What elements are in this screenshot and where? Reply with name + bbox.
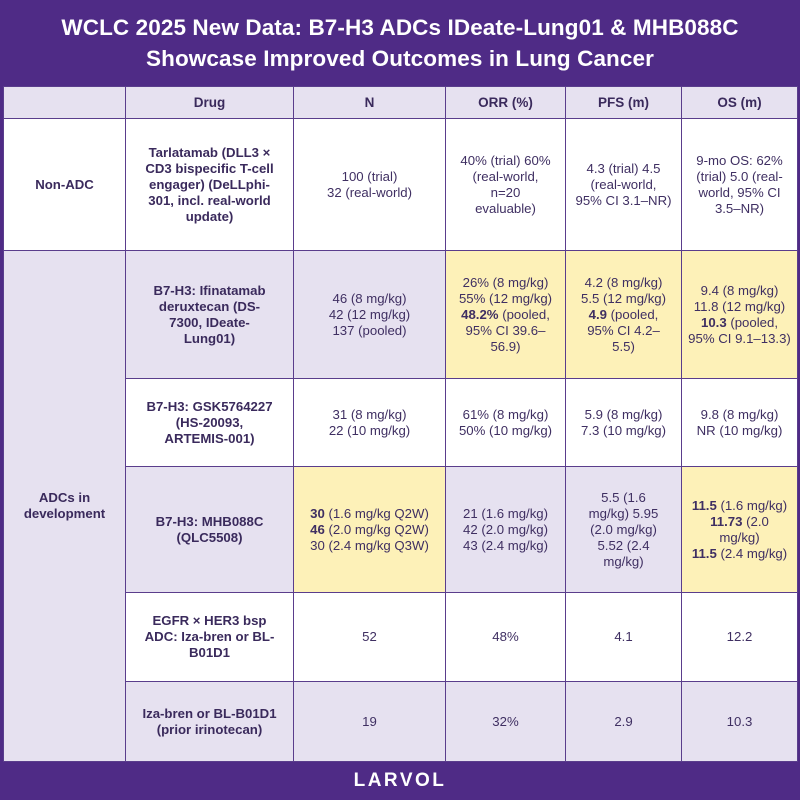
header-group <box>4 87 126 119</box>
cell-line: 30 (1.6 mg/kg Q2W) <box>310 505 429 521</box>
header-os: OS (m) <box>682 87 798 119</box>
header-row <box>4 87 798 119</box>
n-cell <box>294 379 446 467</box>
cell-line: engager) (DeLLphi- <box>149 176 270 192</box>
cell-line: 42 (12 mg/kg) <box>328 306 411 322</box>
cell-line: ARTEMIS-001) <box>164 430 255 446</box>
cell-line: 30 (2.4 mg/kg Q3W) <box>310 537 429 553</box>
pfs-cell <box>566 682 682 762</box>
cell-line: 4.9 (pooled, <box>588 306 659 322</box>
cell-line: (real-world, <box>590 176 657 192</box>
cell-line: 9.4 (8 mg/kg) <box>700 282 779 298</box>
cell-line: 48% <box>492 629 519 644</box>
cell-line: 26% (8 mg/kg) <box>462 274 549 290</box>
os-cell <box>682 251 798 379</box>
cell-line: 12.2 <box>726 629 753 644</box>
cell-line: 9.8 (8 mg/kg) <box>700 406 779 422</box>
cell-line: mg/kg) <box>603 553 644 569</box>
cell-line: 19 <box>362 713 377 729</box>
cell-line: 55% (12 mg/kg) <box>458 290 553 306</box>
cell-line: 11.5 (2.4 mg/kg) <box>691 545 788 561</box>
cell-line: ADC: Iza-bren or BL- <box>144 629 275 644</box>
brand-logo-text: LARVOL <box>353 769 447 791</box>
drug-cell <box>126 379 294 467</box>
cell-line: 137 (pooled) <box>332 322 407 338</box>
orr-cell <box>446 467 566 593</box>
cell-line: 42 (2.0 mg/kg) <box>462 521 549 537</box>
title-line-1: WCLC 2025 New Data: B7-H3 ADCs IDeate-Lung01 & MHB088C <box>61 15 739 40</box>
cell-line: 10.3 <box>726 713 753 729</box>
cell-line: 2.9 <box>614 713 633 729</box>
cell-line: n=20 <box>490 184 521 200</box>
pfs-cell <box>566 251 682 379</box>
cell-line: CD3 bispecific T-cell <box>145 160 274 176</box>
orr-cell <box>446 251 566 379</box>
highlight-value: 10.3 <box>701 314 727 330</box>
cell-line: 4.3 (trial) 4.5 <box>586 160 661 176</box>
n-cell <box>294 119 446 251</box>
os-cell <box>682 593 798 682</box>
cell-line: (QLC5508) <box>176 529 243 545</box>
title-banner <box>0 0 800 86</box>
n-cell <box>294 593 446 682</box>
cell-line: 31 (8 mg/kg) <box>332 406 407 422</box>
cell-line: 100 (trial) <box>341 168 398 184</box>
cell-line: 50% (10 mg/kg) <box>458 422 553 438</box>
cell-line: 5.5) <box>612 338 635 354</box>
cell-line: 95% CI 39.6– <box>465 322 546 338</box>
header-drug: Drug <box>126 87 294 119</box>
cell-line: B7-H3: MHB088C <box>155 513 264 529</box>
cell-line: 11.5 (1.6 mg/kg) <box>691 497 788 513</box>
comparison-table <box>3 86 798 762</box>
cell-line: 5.52 (2.4 <box>597 537 650 553</box>
os-cell <box>682 379 798 467</box>
highlight-value: 48.2% <box>461 306 499 322</box>
cell-line: 95% CI 3.1–NR) <box>575 192 672 208</box>
cell-line: 4.1 <box>614 629 633 644</box>
group-label-non-adc <box>4 119 126 251</box>
os-cell <box>682 119 798 251</box>
cell-line: mg/kg) <box>719 529 760 545</box>
cell-line: 40% (trial) 60% <box>460 152 551 168</box>
cell-line: 22 (10 mg/kg) <box>328 422 411 438</box>
table-row-tarlatamab <box>4 119 798 251</box>
cell-line: development <box>23 506 106 521</box>
cell-line: deruxtecan (DS- <box>158 298 261 314</box>
orr-cell <box>446 593 566 682</box>
cell-line: 95% CI 9.1–13.3) <box>688 330 791 346</box>
n-cell <box>294 467 446 593</box>
cell-line: 21 (1.6 mg/kg) <box>462 505 549 521</box>
cell-line: 4.2 (8 mg/kg) <box>584 274 663 290</box>
title-line-2: Showcase Improved Outcomes in Lung Cancer <box>146 46 654 71</box>
cell-line: 5.5 (12 mg/kg) <box>580 290 667 306</box>
cell-line: 5.5 (1.6 <box>601 489 646 505</box>
cell-line: 7300, IDeate- <box>169 314 250 330</box>
pfs-cell <box>566 379 682 467</box>
group-label-adcs <box>4 251 126 762</box>
cell-line: 95% CI 4.2– <box>587 322 660 338</box>
cell-line: 11.73 (2.0 <box>710 513 769 529</box>
cell-line: 48.2% (pooled, <box>461 306 550 322</box>
highlight-value: 11.73 <box>710 513 743 529</box>
header-n: N <box>294 87 446 119</box>
cell-line: 7.3 (10 mg/kg) <box>580 422 667 438</box>
orr-cell <box>446 682 566 762</box>
cell-line: NR (10 mg/kg) <box>696 422 783 438</box>
cell-line: 52 <box>362 629 377 644</box>
table-row-ifinatamab <box>4 251 798 379</box>
cell-line: B01D1 <box>188 645 231 660</box>
cell-line: 301, incl. real-world <box>148 192 271 208</box>
cell-line: Non-ADC <box>35 176 94 192</box>
cell-line: Iza-bren or BL-B01D1 <box>142 705 277 721</box>
cell-line: 3.5–NR) <box>714 200 765 216</box>
cell-line: evaluable) <box>475 200 536 216</box>
cell-line: 43 (2.4 mg/kg) <box>462 537 549 553</box>
cell-line: EGFR × HER3 bsp <box>152 613 267 628</box>
drug-cell <box>126 251 294 379</box>
footer-banner <box>0 761 800 800</box>
drug-cell <box>126 467 294 593</box>
highlight-value: 11.5 <box>691 497 717 513</box>
drug-cell <box>126 682 294 762</box>
cell-line: 46 (2.0 mg/kg Q2W) <box>310 521 429 537</box>
header-orr: ORR (%) <box>446 87 566 119</box>
cell-line: (prior irinotecan) <box>156 721 263 737</box>
highlight-value: 30 <box>310 505 325 521</box>
orr-cell <box>446 119 566 251</box>
pfs-cell <box>566 593 682 682</box>
cell-line: 56.9) <box>490 338 521 354</box>
drug-cell <box>126 119 294 251</box>
n-cell <box>294 682 446 762</box>
cell-line: mg/kg) 5.95 <box>588 505 659 521</box>
cell-line: 11.8 (12 mg/kg) <box>693 298 786 314</box>
comparison-table-panel <box>3 86 797 761</box>
cell-line: Lung01) <box>183 330 236 346</box>
highlight-value: 11.5 <box>691 545 717 561</box>
cell-line: B7-H3: Ifinatamab <box>153 282 266 298</box>
cell-line: (trial) 5.0 (real- <box>696 168 783 184</box>
cell-line: 5.9 (8 mg/kg) <box>584 406 663 422</box>
cell-line: 9-mo OS: 62% <box>696 152 783 168</box>
drug-cell <box>126 593 294 682</box>
highlight-value: 46 <box>310 521 325 537</box>
cell-line: 61% (8 mg/kg) <box>462 406 549 422</box>
pfs-cell <box>566 467 682 593</box>
n-cell <box>294 251 446 379</box>
cell-line: (HS-20093, <box>175 414 244 430</box>
cell-line: update) <box>185 208 234 224</box>
cell-line: 32 (real-world) <box>326 184 412 200</box>
cell-line: 10.3 (pooled, <box>701 314 778 330</box>
cell-line: ADCs in <box>38 490 91 505</box>
cell-line: 32% <box>492 713 519 729</box>
cell-line: 46 (8 mg/kg) <box>332 290 407 306</box>
os-cell <box>682 467 798 593</box>
orr-cell <box>446 379 566 467</box>
cell-line: Tarlatamab (DLL3 × <box>148 144 271 160</box>
cell-line: (2.0 mg/kg) <box>590 521 657 537</box>
header-pfs: PFS (m) <box>566 87 682 119</box>
cell-line: (real-world, <box>472 168 539 184</box>
os-cell <box>682 682 798 762</box>
cell-line: B7-H3: GSK5764227 <box>146 398 273 414</box>
cell-line: world, 95% CI <box>698 184 781 200</box>
highlight-value: 4.9 <box>588 306 607 322</box>
pfs-cell <box>566 119 682 251</box>
